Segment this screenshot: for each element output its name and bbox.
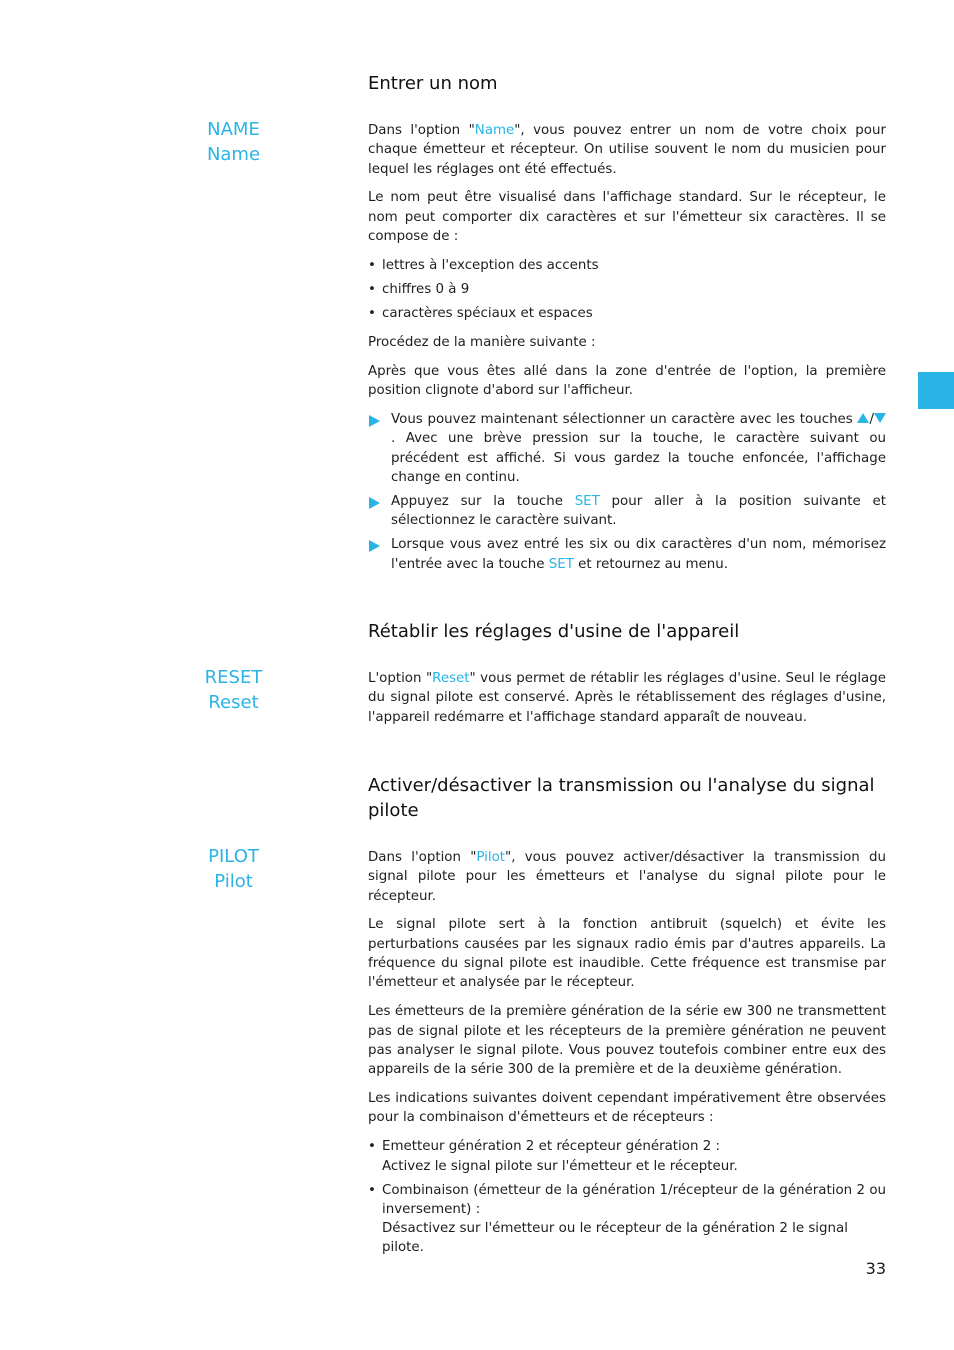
reset-paragraph: [368, 669, 886, 727]
allowed-characters-list: [368, 256, 886, 323]
bullet-icon: •: [368, 257, 376, 273]
instruction-step: [368, 410, 886, 487]
bullet-icon: •: [368, 281, 376, 297]
section-heading-pilot: Activer/désactiver la transmission ou l'analyse du signal pilote: [368, 775, 875, 821]
name-intro-paragraph: [368, 121, 886, 179]
reset-section-body: [368, 669, 886, 736]
name-length-paragraph: Le nom peut être visualisé dans l'affichage standard. Sur le récepteur, le nom peut comporter dix caractères et sur l'émetteur six caractères. Il se compose de :: [368, 190, 886, 245]
side-label-pilot: [160, 844, 307, 894]
list-item-text: chiffres 0 à 9: [382, 281, 470, 297]
play-triangle-icon: [369, 415, 380, 427]
pilot-purpose-paragraph: Le signal pilote sert à la fonction antibruit (squelch) et évite les perturbations causées par les signaux radio émis par d'autres appareils. La fréquence du signal pilote est inaudible. Cette fréquence est transmise par l'émetteur et analysée par le récepteur.: [368, 917, 886, 991]
text-fragment: pour aller à la position suivante et sélectionnez le caractère suivant.: [391, 493, 886, 529]
option-name-reference: Name: [474, 123, 515, 138]
pilot-indications-paragraph: Les indications suivantes doivent cependant impérativement être observées pour la combinaison d'émetteurs et de récepteurs :: [368, 1091, 886, 1126]
pilot-intro-paragraph: [368, 848, 886, 906]
side-label-pilot-upper: PILOT: [208, 846, 259, 867]
list-item-detail: Activez le signal pilote sur l'émetteur et le récepteur.: [382, 1158, 738, 1174]
list-item-detail: Désactivez sur l'émetteur ou le récepteur de la génération 2 le signal pilote.: [382, 1221, 848, 1256]
list-item-text: caractères spéciaux et espaces: [382, 305, 593, 321]
side-label-reset-upper: RESET: [204, 667, 263, 688]
blink-info-paragraph: Après que vous êtes allé dans la zone d'entrée de l'option, la première position clignote d'abord sur l'afficheur.: [368, 363, 886, 399]
text-fragment: Vous pouvez maintenant sélectionner un caractère avec les touches: [391, 411, 858, 427]
section-heading-reset: Rétablir les réglages d'usine de l'appareil: [368, 621, 740, 642]
triangle-down-icon: [874, 413, 886, 423]
play-triangle-icon: [369, 540, 380, 552]
list-item: [368, 1181, 886, 1258]
text-fragment: . Avec une brève pression sur la touche, le caractère suivant ou précédent est affiché. Si vous gardez la touche enfoncée, l'affichage change en continu.: [391, 431, 886, 485]
play-triangle-icon: [369, 497, 380, 509]
list-item: [368, 256, 886, 275]
bullet-icon: •: [368, 305, 376, 321]
triangle-up-icon: [857, 413, 869, 423]
text-fragment: L'option ": [368, 671, 433, 686]
combination-list: [368, 1137, 886, 1257]
option-pilot-reference: Pilot: [476, 850, 506, 865]
pilot-generation-paragraph: Les émetteurs de la première génération de la série ew 300 ne transmettent pas de signal pilote et les récepteurs de la première génération ne peuvent pas analyser le signal pilote. Vous pouvez toutefois combiner entre eux des appareils de la série 300 de la première et de la deuxième génération.: [368, 1004, 886, 1078]
text-fragment: /: [869, 411, 874, 427]
text-fragment: et retournez au menu.: [573, 556, 729, 572]
set-key-reference: SET: [548, 556, 574, 572]
side-label-name-upper: NAME: [207, 119, 260, 140]
set-key-reference: SET: [574, 493, 600, 509]
list-item-text: lettres à l'exception des accents: [382, 257, 599, 273]
bullet-icon: •: [368, 1182, 376, 1198]
side-label-name-lower: Name: [206, 144, 261, 165]
list-item: [368, 304, 886, 323]
text-fragment: Appuyez sur la touche: [391, 493, 575, 509]
text-fragment: ", vous pouvez activer/désactiver la transmission du signal pilote pour les émetteurs et l'analyse du signal pilote pour le récepteur.: [368, 850, 886, 904]
list-item-title: Emetteur génération 2 et récepteur génération 2 :: [382, 1139, 720, 1155]
name-section-body: [368, 121, 886, 579]
procedure-intro: Procédez de la manière suivante :: [368, 334, 596, 350]
bullet-icon: •: [368, 1139, 376, 1155]
pilot-section-body: [368, 848, 886, 1267]
section-tab-marker: [918, 372, 954, 409]
text-fragment: " vous permet de rétablir les réglages d'usine. Seul le réglage du signal pilote est conservé. Après le rétablissement des réglages d'usine, l'appareil redémarre et l'affichage standard apparaît de nouveau.: [368, 671, 887, 725]
text-fragment: Dans l'option ": [368, 123, 475, 138]
side-label-reset-lower: Reset: [208, 692, 259, 713]
page-number: 33: [865, 1259, 886, 1278]
side-label-reset: [160, 665, 307, 715]
option-reset-reference: Reset: [432, 671, 470, 686]
list-item: [368, 280, 886, 299]
text-fragment: Lorsque vous avez entré les six ou dix caractères d'un nom, mémorisez l'entrée avec la touche: [391, 537, 886, 572]
instruction-step: [368, 535, 886, 574]
instruction-step: [368, 492, 886, 531]
list-item-title: Combinaison (émetteur de la génération 1/récepteur de la génération 2 ou inversement) :: [382, 1182, 886, 1217]
list-item: [368, 1137, 886, 1176]
side-label-name: [160, 117, 307, 167]
section-heading-name: Entrer un nom: [368, 73, 498, 94]
text-fragment: Dans l'option ": [368, 850, 477, 865]
side-label-pilot-lower: Pilot: [214, 871, 253, 892]
text-fragment: ", vous pouvez entrer un nom de votre choix pour chaque émetteur et récepteur. On utilise souvent le nom du musicien pour lequel les réglages ont été effectués.: [368, 123, 886, 177]
